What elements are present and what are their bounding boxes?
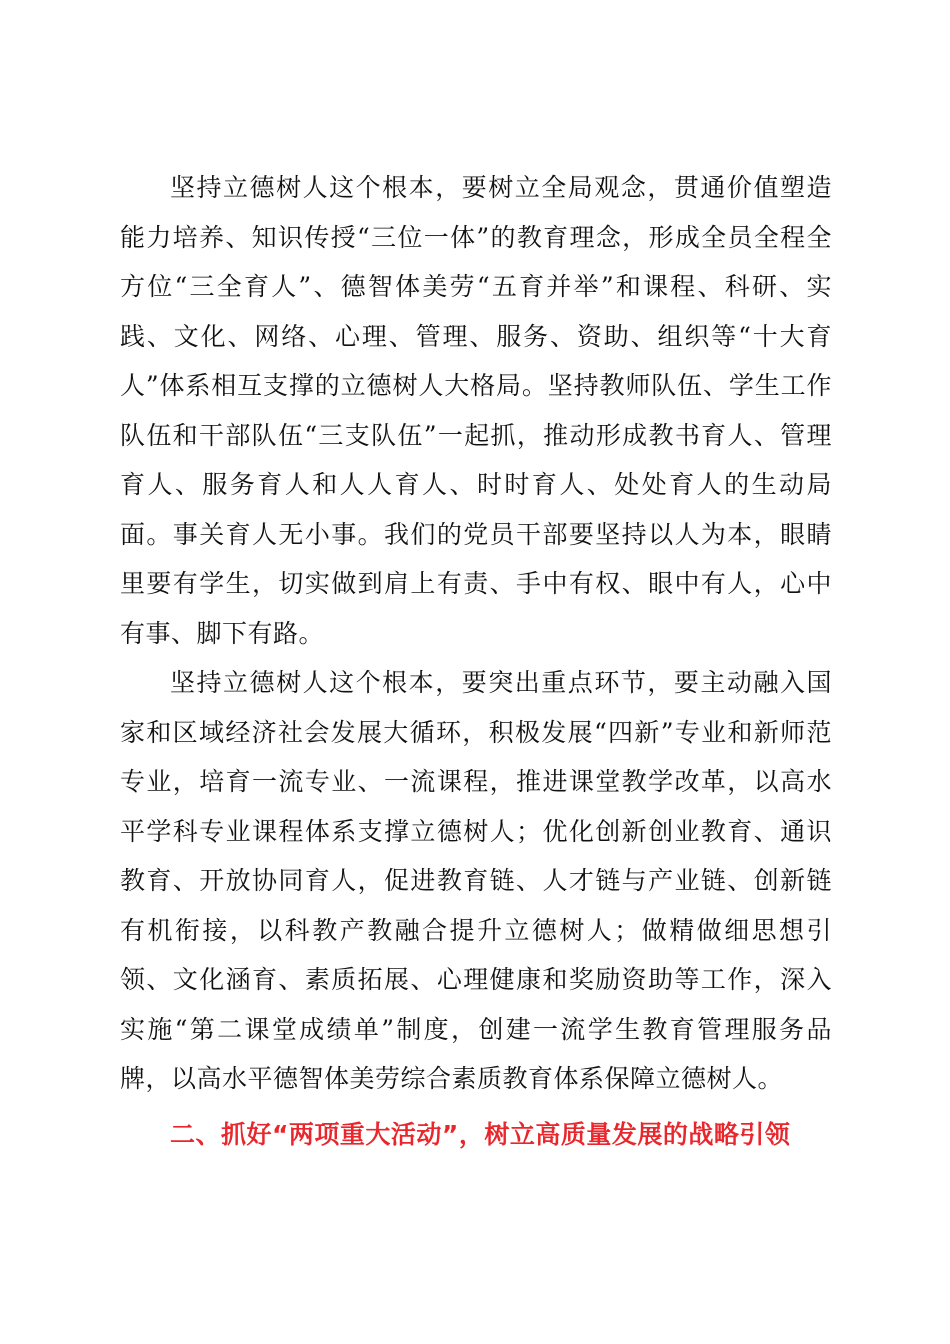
body-paragraph-1: 坚持立德树人这个根本，要树立全局观念，贯通价值塑造能力培养、知识传授“三位一体”的教育理念，形成全员全程全方位“三全育人”、德智体美劳“五育并举”和课程、科研、实践、文化、网络、心理、管理、服务、资助、组织等“十大育人”体系相互支撑的立德树人大格局。坚持教师队伍、学生工作队伍和干部队伍“三支队伍”一起抓，推动形成教书育人、管理育人、服务育人和人人育人、时时育人、处处育人的生动局面。事关育人无小事。我们的党员干部要坚持以人为本，眼睛里要有学生，切实做到肩上有责、手中有权、眼中有人，心中有事、脚下有路。 [120,173,832,648]
body-paragraph-2: 坚持立德树人这个根本，要突出重点环节，要主动融入国家和区域经济社会发展大循环，积极发展“四新”专业和新师范专业，培育一流专业、一流课程，推进课堂教学改革，以高水平学科专业课程体系支撑立德树人；优化创新创业教育、通识教育、开放协同育人，促进教育链、人才链与产业链、创新链有机衔接，以科教产教融合提升立德树人；做精做细思想引领、文化涵育、素质拓展、心理健康和奖励资助等工作，深入实施“第二课堂成绩单”制度，创建一流学生教育管理服务品牌，以高水平德智体美劳综合素质教育体系保障立德树人。 [120,668,832,1093]
section-heading: 二、抓好“两项重大活动”，树立高质量发展的战略引领 [170,1119,791,1149]
document-body [120,163,832,1160]
